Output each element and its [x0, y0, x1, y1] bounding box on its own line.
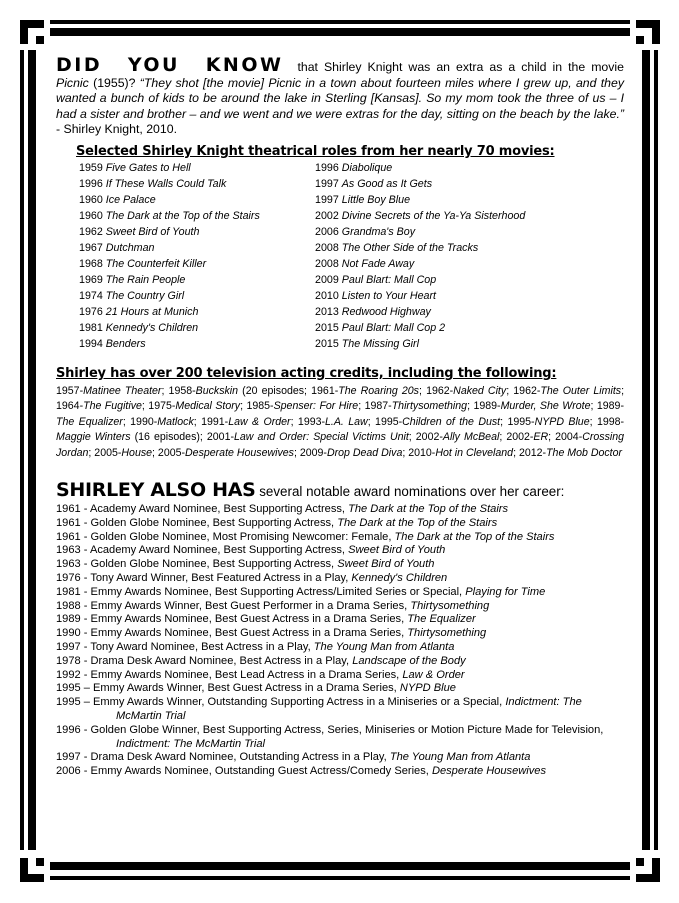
tv-separator: ; — [152, 446, 158, 459]
award-text: Emmy Awards Nominee, Best Guest Actress in a Drama Series, — [90, 627, 408, 640]
role-item — [315, 272, 551, 288]
award-text: Academy Award Nominee, Best Supporting Actress, — [89, 503, 349, 515]
award-title: Landscape of the Body — [352, 654, 466, 667]
award-item — [56, 696, 624, 724]
tv-separator: ; — [513, 446, 519, 459]
role-year: 2008 — [315, 257, 342, 270]
tv-credit-title: Medical Story — [175, 400, 241, 413]
tv-credit-year: 1964- — [56, 400, 84, 413]
award-year: 2006 - — [56, 765, 91, 778]
tv-credit-title: House — [121, 446, 153, 459]
role-year: 2002 — [315, 209, 342, 222]
role-year: 1981 — [79, 321, 106, 334]
did-you-know-paragraph — [56, 54, 624, 138]
tv-credit-year: 1998- — [596, 415, 625, 428]
frame-bar-left-outer — [20, 50, 24, 850]
role-title: Ice Palace — [105, 193, 156, 206]
tv-credit-title: Drop Dead Diva — [326, 446, 403, 459]
award-item — [56, 586, 624, 600]
role-title: The Country Girl — [105, 289, 185, 302]
role-year: 1996 — [315, 161, 342, 174]
role-item — [315, 320, 551, 336]
award-year: 1989 - — [56, 613, 91, 626]
role-year: 1997 — [315, 177, 342, 190]
role-item — [315, 256, 551, 272]
tv-credit-year: 2001- — [206, 431, 234, 444]
role-item — [79, 320, 315, 336]
roles-column-right — [315, 160, 551, 352]
tv-credit-title: Matinee Theater — [83, 384, 162, 397]
role-year: 1969 — [79, 273, 106, 286]
role-item — [315, 304, 551, 320]
tv-credit-year: 1989- — [596, 400, 624, 413]
award-text: Emmy Awards Winner, Best Guest Performer in a Drama Series, — [90, 599, 411, 612]
role-item — [79, 256, 315, 272]
award-item — [56, 669, 624, 683]
tv-separator: ; — [500, 415, 508, 428]
role-year: 1959 — [79, 161, 106, 174]
tv-heading: Shirley has over 200 television acting credits, including the following: — [56, 365, 557, 381]
role-year: 2009 — [315, 273, 342, 286]
tv-separator: ; — [240, 400, 247, 413]
role-title: The Missing Girl — [341, 337, 419, 350]
award-year: 1995 – — [56, 682, 94, 695]
frame-bar-left-inner — [28, 50, 36, 850]
tv-credit-title: Buckskin — [195, 384, 239, 397]
award-text: Academy Award Nominee, Best Supporting Actress, — [89, 544, 349, 557]
tv-credit-year: 1987- — [364, 400, 392, 413]
award-text: Emmy Awards Nominee, Best Supporting Actress/Limited Series or Special, — [90, 585, 466, 598]
award-title: Indictment: The McMartin Trial — [116, 737, 265, 750]
role-year: 1962 — [79, 225, 106, 238]
role-item — [315, 176, 551, 192]
tv-separator: ; — [290, 415, 298, 428]
tv-separator: ; — [122, 415, 131, 428]
award-title: The Young Man from Atlanta — [389, 751, 531, 764]
award-title: Desperate Housewives — [431, 765, 547, 778]
corner-bl-v — [20, 858, 28, 882]
role-title: Five Gates to Hell — [105, 161, 191, 174]
tv-credit-title: Matlock — [157, 415, 194, 428]
role-title: The Dark at the Top of the Stairs — [105, 209, 260, 222]
role-title: Listen to Your Heart — [341, 289, 437, 302]
tv-credit-year: 2005- — [157, 446, 186, 459]
tv-credit-title: Ally McBeal — [442, 431, 500, 444]
corner-bl-block — [36, 858, 44, 866]
frame-bar-right-outer — [654, 50, 658, 850]
role-title: Dutchman — [105, 241, 155, 254]
role-year: 2006 — [315, 225, 342, 238]
award-text: Emmy Awards Winner, Best Guest Actress in a Drama Series, — [93, 682, 400, 695]
tv-credit-note: (16 episodes) — [130, 431, 200, 444]
awards-heading — [56, 479, 624, 501]
award-title: Indictment: The McMartin Trial — [116, 696, 582, 722]
role-year: 1996 — [79, 177, 106, 190]
intro-attribution: - Shirley Knight, 2010. — [56, 122, 177, 137]
award-title: The Young Man from Atlanta — [313, 640, 455, 653]
award-item — [56, 765, 624, 779]
role-title: If These Walls Could Talk — [105, 177, 227, 190]
page-content — [56, 54, 625, 779]
tv-credit-year: 1989- — [473, 400, 501, 413]
role-title: Divine Secrets of the Ya-Ya Sisterhood — [341, 209, 526, 222]
awards-heading-rest: several notable award nominations over her career: — [255, 484, 565, 499]
award-year: 1981 - — [56, 585, 91, 598]
award-year: 1961 - — [56, 516, 91, 529]
award-year: 1996 - — [56, 723, 91, 736]
role-title: As Good as It Gets — [341, 177, 433, 190]
role-year: 2008 — [315, 241, 342, 254]
award-text: Drama Desk Award Nominee, Best Actress in a Play, — [90, 654, 353, 667]
award-item — [56, 517, 624, 531]
frame-bar-top-inner — [50, 28, 630, 36]
award-title: The Dark at the Top of the Stairs — [394, 530, 555, 543]
tv-credit-title: Crossing Jordan — [56, 431, 625, 459]
tv-credit-title: Children of the Dust — [402, 415, 501, 428]
role-year: 1968 — [79, 257, 106, 270]
tv-credit-title: Thirtysomething — [391, 400, 468, 413]
tv-credit-title: The Mob Doctor — [546, 446, 623, 459]
role-year: 1997 — [315, 193, 342, 206]
frame-bar-bottom-inner — [50, 862, 630, 870]
tv-credits — [56, 384, 624, 461]
tv-credit-year: 2004- — [555, 431, 583, 444]
award-text: Emmy Awards Nominee, Best Guest Actress in a Drama Series, — [90, 613, 408, 626]
award-year: 1992 - — [56, 668, 91, 681]
award-item — [56, 682, 624, 696]
tv-separator: ; — [304, 384, 312, 397]
award-item — [56, 531, 624, 545]
role-year: 2010 — [315, 289, 342, 302]
awards-list — [56, 503, 624, 779]
award-title: The Dark at the Top of the Stairs — [348, 503, 509, 515]
award-text: Tony Award Nominee, Best Actress in a Play, — [90, 640, 314, 653]
tv-credit-title: The Equalizer — [56, 415, 123, 428]
corner-tr-block — [636, 36, 644, 44]
roles-list — [79, 160, 624, 352]
tv-credit-year: 2002- — [506, 431, 534, 444]
role-title: The Rain People — [105, 273, 186, 286]
tv-separator: ; — [499, 431, 507, 444]
tv-credit-year: 2005- — [94, 446, 122, 459]
role-year: 1967 — [79, 241, 106, 254]
awards-heading-big: SHIRLEY ALSO HAS — [56, 479, 256, 501]
tv-credit-year: 1990- — [130, 415, 158, 428]
tv-separator: ; — [193, 415, 202, 428]
tv-credit-title: Law and Order: Special Victims Unit — [234, 431, 409, 444]
award-text: Emmy Awards Winner, Outstanding Supporting Actress in a Miniseries or a Special, — [93, 696, 506, 709]
role-item — [79, 272, 315, 288]
award-title: Sweet Bird of Youth — [337, 558, 435, 571]
tv-credit-year: 1957- — [56, 384, 84, 397]
tv-credit-year: 1995- — [507, 415, 535, 428]
tv-separator: ; — [358, 400, 365, 413]
tv-credit-year: 2002- — [415, 431, 443, 444]
role-title: Diabolique — [341, 161, 393, 174]
role-item — [79, 240, 315, 256]
role-item — [79, 160, 315, 176]
award-text: Emmy Awards Nominee, Best Lead Actress in a Drama Series, — [90, 668, 403, 681]
role-title: Paul Blart: Mall Cop 2 — [341, 321, 446, 334]
award-item — [56, 655, 624, 669]
role-item — [315, 240, 551, 256]
tv-credit-title: The Roaring 20s — [338, 384, 419, 397]
role-title: Benders — [105, 337, 146, 350]
role-title: The Counterfeit Killer — [105, 257, 207, 270]
tv-separator: ; — [589, 415, 597, 428]
tv-credit-year: 1962- — [513, 384, 541, 397]
tv-credit-title: The Fugitive — [83, 400, 142, 413]
role-item — [315, 288, 551, 304]
tv-credit-title: Desperate Housewives — [185, 446, 294, 459]
roles-heading: Selected Shirley Knight theatrical roles from her nearly 70 movies: — [76, 143, 555, 159]
award-year: 1961 - — [56, 503, 90, 515]
frame-bar-top-outer — [50, 20, 630, 24]
role-year: 1976 — [79, 305, 106, 318]
role-item — [79, 192, 315, 208]
tv-separator: ; — [161, 384, 169, 397]
award-title: Law & Order — [402, 668, 465, 681]
role-year: 1960 — [79, 209, 106, 222]
award-title: Kennedy's Children — [351, 571, 448, 584]
role-item — [315, 208, 551, 224]
award-item — [56, 613, 624, 627]
tv-credit-year: 1962- — [426, 384, 454, 397]
tv-credit-year: 2010- — [408, 446, 436, 459]
tv-credit-title: Law & Order — [228, 415, 291, 428]
award-item — [56, 627, 624, 641]
role-year: 1994 — [79, 337, 106, 350]
role-year: 2013 — [315, 305, 342, 318]
corner-tr-v — [652, 20, 660, 44]
tv-separator: ; — [548, 431, 556, 444]
tv-separator: ; — [141, 400, 149, 413]
tv-credit-title: Spenser: For Hire — [273, 400, 359, 413]
award-year: 1978 - — [56, 654, 91, 667]
role-item — [79, 176, 315, 192]
tv-credit-title: The Outer Limits — [540, 384, 622, 397]
award-year: 1995 – — [56, 696, 94, 709]
intro-text-1: that Shirley Knight was an extra as a child in the movie — [297, 60, 624, 74]
role-year: 2015 — [315, 321, 342, 334]
tv-separator: ; — [621, 384, 625, 397]
tv-credit-title: NYPD Blue — [534, 415, 590, 428]
tv-credit-year: 1991- — [201, 415, 229, 428]
award-title: Playing for Time — [465, 585, 546, 598]
role-title: 21 Hours at Munich — [105, 305, 199, 318]
role-item — [79, 224, 315, 240]
award-text: Golden Globe Nominee, Best Supporting Actress, — [90, 516, 338, 529]
award-item — [56, 558, 624, 572]
role-title: Little Boy Blue — [341, 193, 411, 206]
did-you-know-heading: DID YOU KNOW — [56, 54, 284, 76]
award-text: Tony Award Winner, Best Featured Actress in a Play, — [90, 571, 352, 584]
tv-credit-year: 2012- — [518, 446, 547, 459]
role-title: The Other Side of the Tracks — [341, 241, 479, 254]
role-item — [79, 336, 315, 352]
award-title: Thirtysomething — [410, 599, 490, 612]
tv-credit-year: 1985- — [246, 400, 274, 413]
tv-separator: ; — [367, 415, 376, 428]
role-year: 2015 — [315, 337, 342, 350]
corner-br-v — [652, 858, 660, 882]
award-title: The Equalizer — [407, 613, 476, 626]
role-item — [79, 288, 315, 304]
role-title: Grandma's Boy — [341, 225, 416, 238]
award-year: 1976 - — [56, 571, 91, 584]
award-year: 1963 - — [56, 558, 91, 571]
role-item — [315, 224, 551, 240]
tv-separator: ; — [293, 446, 300, 459]
tv-separator: ; — [199, 431, 207, 444]
award-text: Golden Globe Winner, Best Supporting Actress, Series, Miniseries or Motion Picture Made for Television, — [90, 723, 604, 736]
award-year: 1988 - — [56, 599, 91, 612]
role-year: 1960 — [79, 193, 106, 206]
tv-credit-year: 1975- — [148, 400, 176, 413]
award-title: NYPD Blue — [399, 682, 456, 695]
award-item — [56, 724, 624, 752]
role-title: Redwood Highway — [341, 305, 431, 318]
award-text: Golden Globe Nominee, Most Promising Newcomer: Female, — [90, 530, 395, 543]
tv-credit-year: 2009- — [299, 446, 327, 459]
roles-column-left — [79, 160, 315, 352]
tv-credit-year: 1993- — [297, 415, 326, 428]
award-title: Thirtysomething — [407, 627, 487, 640]
tv-credit-title: L.A. Law — [325, 415, 368, 428]
role-title: Not Fade Away — [341, 257, 415, 270]
award-item — [56, 503, 624, 517]
role-item — [79, 304, 315, 320]
award-text: Golden Globe Nominee, Best Supporting Actress, — [90, 558, 338, 571]
tv-credit-year: 1958- — [168, 384, 196, 397]
role-title: Kennedy's Children — [105, 321, 199, 334]
intro-quote: “They shot [the movie] Picnic in a town about fourteen miles where I grew up, and they wanted a bunch of kids to be around the lake in Sterling [Kansas]. So my mom took the three of us – I had a sister and brother – and we went and we were extras for the day, sitting on the beach by the lake.” — [56, 75, 624, 121]
tv-credit-title: Naked City — [453, 384, 507, 397]
award-item — [56, 751, 624, 765]
role-item — [315, 160, 551, 176]
corner-br-block — [636, 858, 644, 866]
intro-film-title: Picnic — [56, 75, 89, 90]
tv-credit-year: 1995- — [375, 415, 403, 428]
role-item — [315, 336, 551, 352]
tv-separator: ; — [506, 384, 514, 397]
award-item — [56, 572, 624, 586]
role-year: 1974 — [79, 289, 106, 302]
corner-tl-v — [20, 20, 28, 44]
tv-credit-note: (20 episodes — [238, 384, 305, 397]
tv-credit-year: 1961- — [311, 384, 339, 397]
tv-separator: ; — [408, 431, 416, 444]
award-title: Sweet Bird of Youth — [348, 544, 446, 557]
award-year: 1997 - — [56, 751, 91, 764]
intro-text-2: (1955)? — [88, 75, 140, 90]
award-text: Emmy Awards Nominee, Outstanding Guest Actress/Comedy Series, — [90, 765, 432, 778]
tv-separator: ; — [418, 384, 427, 397]
award-year: 1990 - — [56, 627, 91, 640]
corner-tl-block — [36, 36, 44, 44]
tv-separator: ; — [590, 400, 597, 413]
award-item — [56, 600, 624, 614]
frame-bar-right-inner — [642, 50, 650, 850]
award-year: 1997 - — [56, 640, 91, 653]
tv-credit-title: ER — [533, 431, 549, 444]
role-title: Sweet Bird of Youth — [105, 225, 200, 238]
award-year: 1963 - — [56, 544, 90, 557]
tv-separator: ; — [467, 400, 474, 413]
tv-credit-title: Murder, She Wrote — [500, 400, 591, 413]
role-item — [315, 192, 551, 208]
role-item — [79, 208, 315, 224]
tv-credit-title: Maggie Winters — [56, 431, 131, 444]
award-title: The Dark at the Top of the Stairs — [337, 516, 498, 529]
tv-separator: ; — [88, 446, 95, 459]
award-item — [56, 641, 624, 655]
tv-credit-title: Hot in Cleveland — [435, 446, 514, 459]
role-title: Paul Blart: Mall Cop — [341, 273, 437, 286]
frame-bar-bottom-outer — [50, 876, 630, 880]
award-year: 1961 - — [56, 530, 91, 543]
award-text: Drama Desk Award Nominee, Outstanding Actress in a Play, — [90, 751, 390, 764]
award-item — [56, 544, 624, 558]
tv-separator: ; — [402, 446, 409, 459]
